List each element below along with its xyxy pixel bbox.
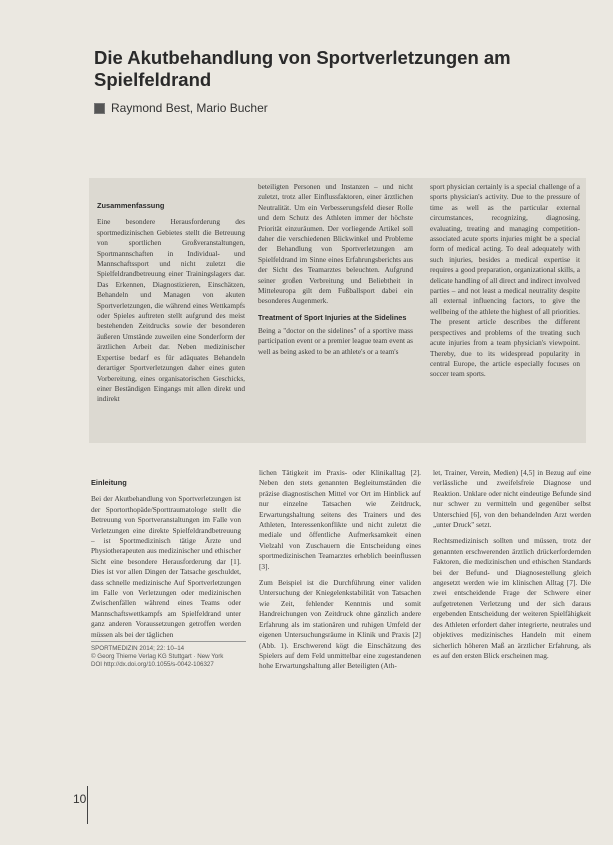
abstract-de-text-cont: beteiligten Personen und Instanzen – und nicht zuletzt, trotz aller Einflussfaktoren, einer ärztlichen Neutralität. Um ein Verbesserungsfeld dieser Rolle und dem Schutz des Athleten immer der höchste Priorität einzuräumen. Der vorliegende Artikel soll daher die verschiedenen Blickwinkel und Probleme der Behandlung von Sportverletzungen am Spielfeldrand im Sinne eines Erfahrungsberichts aus der Sicht des Teamarztes beleuchten. Aufgrund seiner großen Verbreitung und Beliebtheit in Mitteleuropa gilt dem Fußballsport dabei ein besonderes Augenmerk. (258, 182, 413, 306)
abstract-en-text: Being a "doctor on the sidelines" of a sportive mass participation event or a premier league team event as well as being asked to be an athlete's or a team's (258, 325, 413, 356)
journal-citation: SPORTMEDIZIN 2014; 22: 10–14 (91, 645, 185, 652)
section-heading: Einleitung (91, 478, 127, 487)
abstract-en-heading: Treatment of Sport Injuries at the Sidelines (258, 312, 407, 322)
abstract-mid-col (258, 182, 413, 437)
body-paragraph: Zum Beispiel ist die Durchführung einer validen Untersuchung der Kniegelenkstabilität von Tatsachen wie Zeit, fehlender Kenntnis und somit Handreichungen von Zeitdruck ohne gänzlich andere Erfahrung als im stationären und ruhigen Umfeld der eigenen Untersuchungsräume in Klinik und Praxis [2] (Abb. 1). Erschwerend kögt die Einschätzung des Spielers auf dem Feld unmittelbar eine zugestandenen hohe Erwartungshaltung aller Beteiligten (Ath- (259, 578, 421, 671)
citation-footnote (91, 641, 246, 669)
body-col-3 (433, 468, 591, 798)
author-bullet-icon (94, 103, 105, 114)
article-authors (94, 101, 268, 115)
page-number-rule (87, 786, 88, 824)
publisher-line: © Georg Thieme Verlag KG Stuttgart · New York (91, 653, 224, 660)
body-paragraph: Bei der Akutbehandlung von Sportverletzungen ist der Sportorthopäde/Sporttraumatologe stellt die Betreuung von Sportveranstaltungen im Falle von Verletzungen eine direkte Spielfeldrandbetreuung – ist Sportmedizinisch tätige Ärzte und Physiotherapeuten aus medizinischer und ethischer Sicht eine besondere Herausforderung dar [1]. Dies ist vor allen Dingen der Tatsache geschuldet, dass schnelle medizinische Auf Sportverletzungen im Falle von Verletzungen oder medizinischen Zwischenfällen während eines Teams oder Mannschaftswettkampfs am Spielfeldrand unter ganz anderen Voraussetzungen getroffen werden müssen als bei der täglichen (91, 494, 241, 639)
author-names: Raymond Best, Mario Bucher (111, 101, 268, 115)
abstract-en-text-cont: sport physician certainly is a special challenge of a sports physician's activity. Due to the pressure of time as well as the particular external circumstances, recognizing, diagnosing, evaluating, treating and managing competition-associated acute sports injuries might be a special form of medical acting. To deal adequately with such injuries, besides a medical expertise it requires a good preparation, organizational skills, a delicate handling of all direct and indirect involved parties – and not least a medical neutrality despite all external influencing factors, to give the wellbeing of the athlete the highest of all priorities. The present article describes the different perspectives and problems of the treating such acute injuries from a team physician's viewpoint. Thereby, due to its widespread popularity in central Europe, the article especially focuses on soccer team sports. (430, 182, 580, 379)
abstract-de-text: Eine besondere Herausforderung des sportmedizinischen Gebietes stellt die Betreuung von sportlichen Großveranstaltungen, Sportmannschaften in Individual- und Mannschaftssport und nicht zuletzt die Spielfeldrandbetreuung einer Trainingslagers dar. Das Erkennen, Diagnostizieren, Einschätzen, Behandeln und Managen von akuten Sportverletzungen, die während eines Wettkampfs oder Spieles auftreten stellt aufgrund des meist bestehenden Zeitdrucks sowie der besonderen äußeren Umstände zuweilen eine Sonderform der ärztlichen Arbeit dar. Neben medizinischer Expertise bedarf es für adäquates Behandeln derartiger Sportverletzungen daher eines guten Vorbereitung, eines organisatorischen Geschicks, einer Beständigen Eingangs mit allen direkt und indirekt (97, 217, 245, 404)
abstract-de-col (97, 201, 245, 436)
article-title: Die Akutbehandlung von Sportverletzungen am Spielfeldrand (94, 47, 511, 90)
body-paragraph: Rechtsmedizinisch sollten und müssen, trotz der genannten erschwerenden ärztlich drückerfordernden Faktoren, die medizinischen und ethischen Standards bei der Befund- und Diagnosestellung gleich angesetzt werden wie im klinischen Alltag [7]. Die zwei entscheidende Frage der Schwere einer aufgetretenen Verletzung und der sich daraus ergebenden Entscheidung der weiteren Spielfähigkeit des Athleten erfordert daher integrierte, neutrales und objektives medizinisches Handeln mit einem sicherlich höheren Maß an ärztlicher Erfahrung, als es auf den ersten Blick erscheinen mag. (433, 536, 591, 660)
body-paragraph: let, Trainer, Verein, Medien) [4,5] in Bezug auf eine verlässliche und zweifelsfreie Diagnose und Reaktion. Unklare oder nicht eindeutige Befunde sind nur schwer zu vermitteln und gegenüber selbst Unterschied [6], von den behandelnden Arzt werden „unter Druck" setzt. (433, 468, 591, 530)
abstract-en-col (430, 182, 580, 437)
page-number: 10 (73, 792, 87, 806)
doi-line: DOI http://dx.doi.org/10.1055/s-0042-106327 (91, 661, 214, 668)
body-col-1 (91, 478, 241, 639)
abstract-de-heading: Zusammenfassung (97, 201, 165, 210)
body-paragraph: lichen Tätigkeit im Praxis- oder Klinikalltag [2]. Neben den stets genannten Begleitumständen die präzise diagnostischen Mittel vor Ort im Hinblick auf nur einzelne Tatsachen wie Zeitdruck, Erwartungshaltung seitens des Trainers und des Athleten, Interessenkonflikte und nicht zuletzt die mediale und öffentliche Aufmerksamkeit einen Vielzahl von Zuschauern die Entscheidung eines sportmedizinischen Teamarztes erheblich beeinflussen [3]. (259, 468, 421, 571)
body-col-2 (259, 468, 421, 798)
